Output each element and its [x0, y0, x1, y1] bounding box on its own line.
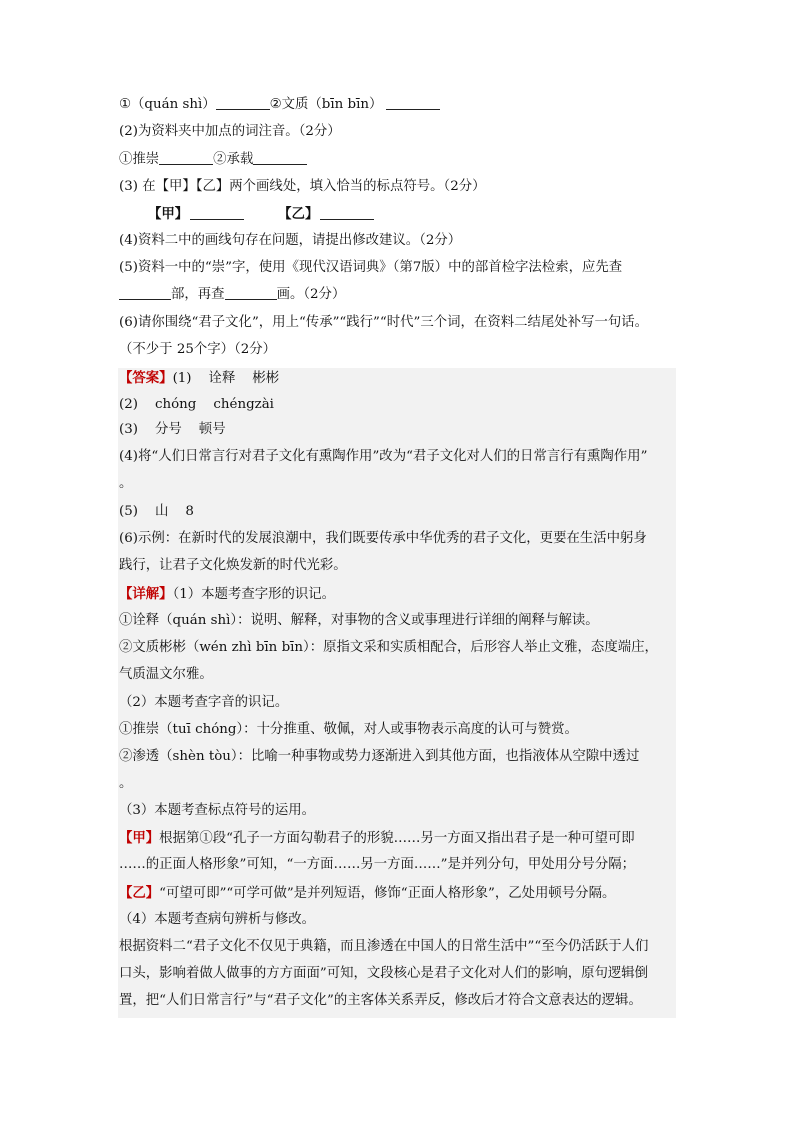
- q1-blank-1[interactable]: [216, 96, 270, 110]
- q3-title: (3) 在【甲】【乙】两个画线处，填入恰当的标点符号。（2分）: [119, 179, 486, 194]
- explain-p3-jia-line-2: ……的正面人格形象”可知，“一方面……另一方面……”是并列分句，甲处用分号分隔；: [119, 857, 635, 872]
- explain-p1-title: （1）本题考查字形的识记。: [172, 587, 336, 602]
- q4-title: (4)资料二中的画线句存在问题，请提出修改建议。（2分）: [119, 233, 462, 248]
- answer-6-line-2: 践行，让君子文化焕发新的时代光彩。: [119, 558, 347, 573]
- explain-jia-text: 根据第①段“孔子一方面勾勒君子的形貌……另一方面又指出君子是一种可望可即: [159, 831, 635, 846]
- explain-p1-b-line-2: 气质温文尔雅。: [119, 667, 213, 682]
- answer-2: (2) chóng chéngzài: [119, 397, 274, 412]
- explain-p1-a: ①诠释（quán shì）：说明、解释，对事物的含义或事理进行详细的阐释与解读。: [119, 613, 599, 628]
- answer-3: (3) 分号 顿号: [119, 422, 226, 437]
- q5-title: (5)资料一中的“崇”字，使用《现代汉语词典》（第7版）中的部首检字法检索，应先查: [119, 260, 623, 275]
- answer-label: 【答案】: [119, 370, 173, 386]
- explain-p3-title: （3）本题考查标点符号的运用。: [119, 803, 315, 818]
- q5-mid-text: 部，再查: [171, 287, 225, 302]
- explain-p2-a: ①推崇（tuī chóng）：十分推重、敬佩，对人或事物表示高度的认可与赞赏。: [119, 722, 578, 737]
- q6-note: （不少于 25个字）（2分）: [119, 342, 277, 357]
- explain-p2-b-line-2: 。: [119, 776, 133, 791]
- explain-p3-jia-line-1: [119, 829, 635, 848]
- q3-blank-jia[interactable]: [190, 206, 244, 220]
- q5-end-text: 画。（2分）: [276, 287, 346, 302]
- q5-blank-strokes[interactable]: [225, 286, 277, 300]
- answer-4-line-1: (4)将“人们日常言行对君子文化有熏陶作用”改为“君子文化对人们的日常言行有熏陶作用”: [119, 449, 648, 464]
- q2-part2-label: ②承载: [213, 152, 254, 167]
- explain-p4-line-1: 根据资料二“君子文化不仅见于典籍，而且渗透在中国人的日常生活中”“至今仍活跃于人们: [119, 939, 649, 954]
- q3-part1-label: 【甲】: [148, 206, 189, 222]
- answer-4-line-2: 。: [119, 476, 133, 491]
- q5-answer-line: [119, 286, 345, 304]
- explain-yi-label: 【乙】: [119, 885, 160, 901]
- q1-line: [119, 96, 440, 114]
- answer-line-1: [119, 369, 279, 388]
- q2-part1-label: ①推崇: [119, 152, 160, 167]
- explain-p1-b-line-1: ②文质彬彬（wén zhì bīn bīn）：原指文采和实质相配合，后形容人举止文雅，态度端庄，: [119, 640, 658, 655]
- explain-label: 【详解】: [119, 586, 173, 602]
- explain-p4-line-3: 置，把“人们日常言行”与“君子文化”的主客体关系弄反，修改后才符合文意表达的逻辑。: [119, 993, 642, 1008]
- explain-p2-b-line-1: ②渗透（shèn tòu）：比喻一种事物或势力逐渐进入到其他方面，也指液体从空隙中透过: [119, 749, 640, 764]
- answer-5: (5) 山 8: [119, 504, 194, 519]
- q3-blank-yi[interactable]: [320, 206, 374, 220]
- q1-part2-label: ②文质（bīn bīn）: [269, 97, 383, 112]
- explain-line-1: [119, 585, 335, 604]
- explain-yi-text: “可望可即”“可学可做”是并列短语，修饰“正面人格形象”，乙处用顿号分隔。: [159, 886, 616, 901]
- q6-title: (6)请你围绕“君子文化”，用上“传承”“践行”“时代”三个词，在资料二结尾处补写一句话。: [119, 315, 649, 330]
- q2-blank-1[interactable]: [159, 151, 213, 165]
- q2-title: (2)为资料夹中加点的词注音。（2分）: [119, 124, 341, 139]
- explain-p2-title: （2）本题考查字音的识记。: [119, 695, 289, 710]
- q2-blank-2[interactable]: [253, 151, 307, 165]
- explain-p4-title: （4）本题考查病句辨析与修改。: [119, 912, 315, 927]
- q3-part2-label: 【乙】: [278, 206, 319, 222]
- answer-6-line-1: (6)示例：在新时代的发展浪潮中，我们既要传承中华优秀的君子文化，更要在生活中躬身: [119, 531, 647, 546]
- q1-blank-2[interactable]: [386, 96, 440, 110]
- q3-answers-line: [148, 205, 374, 224]
- q2-answers-line: [119, 151, 307, 169]
- q5-blank-radical[interactable]: [119, 286, 171, 300]
- explain-p4-line-2: 口头，影响着做人做事的方方面面”可知，文段核心是君子文化对人们的影响，原句逻辑倒: [119, 966, 649, 981]
- explain-jia-label: 【甲】: [119, 830, 160, 846]
- q1-part1-label: ①（quán shì）: [119, 97, 216, 112]
- answer-1: (1) 诠释 彬彬: [172, 371, 280, 386]
- explain-p3-yi-line: [119, 884, 615, 903]
